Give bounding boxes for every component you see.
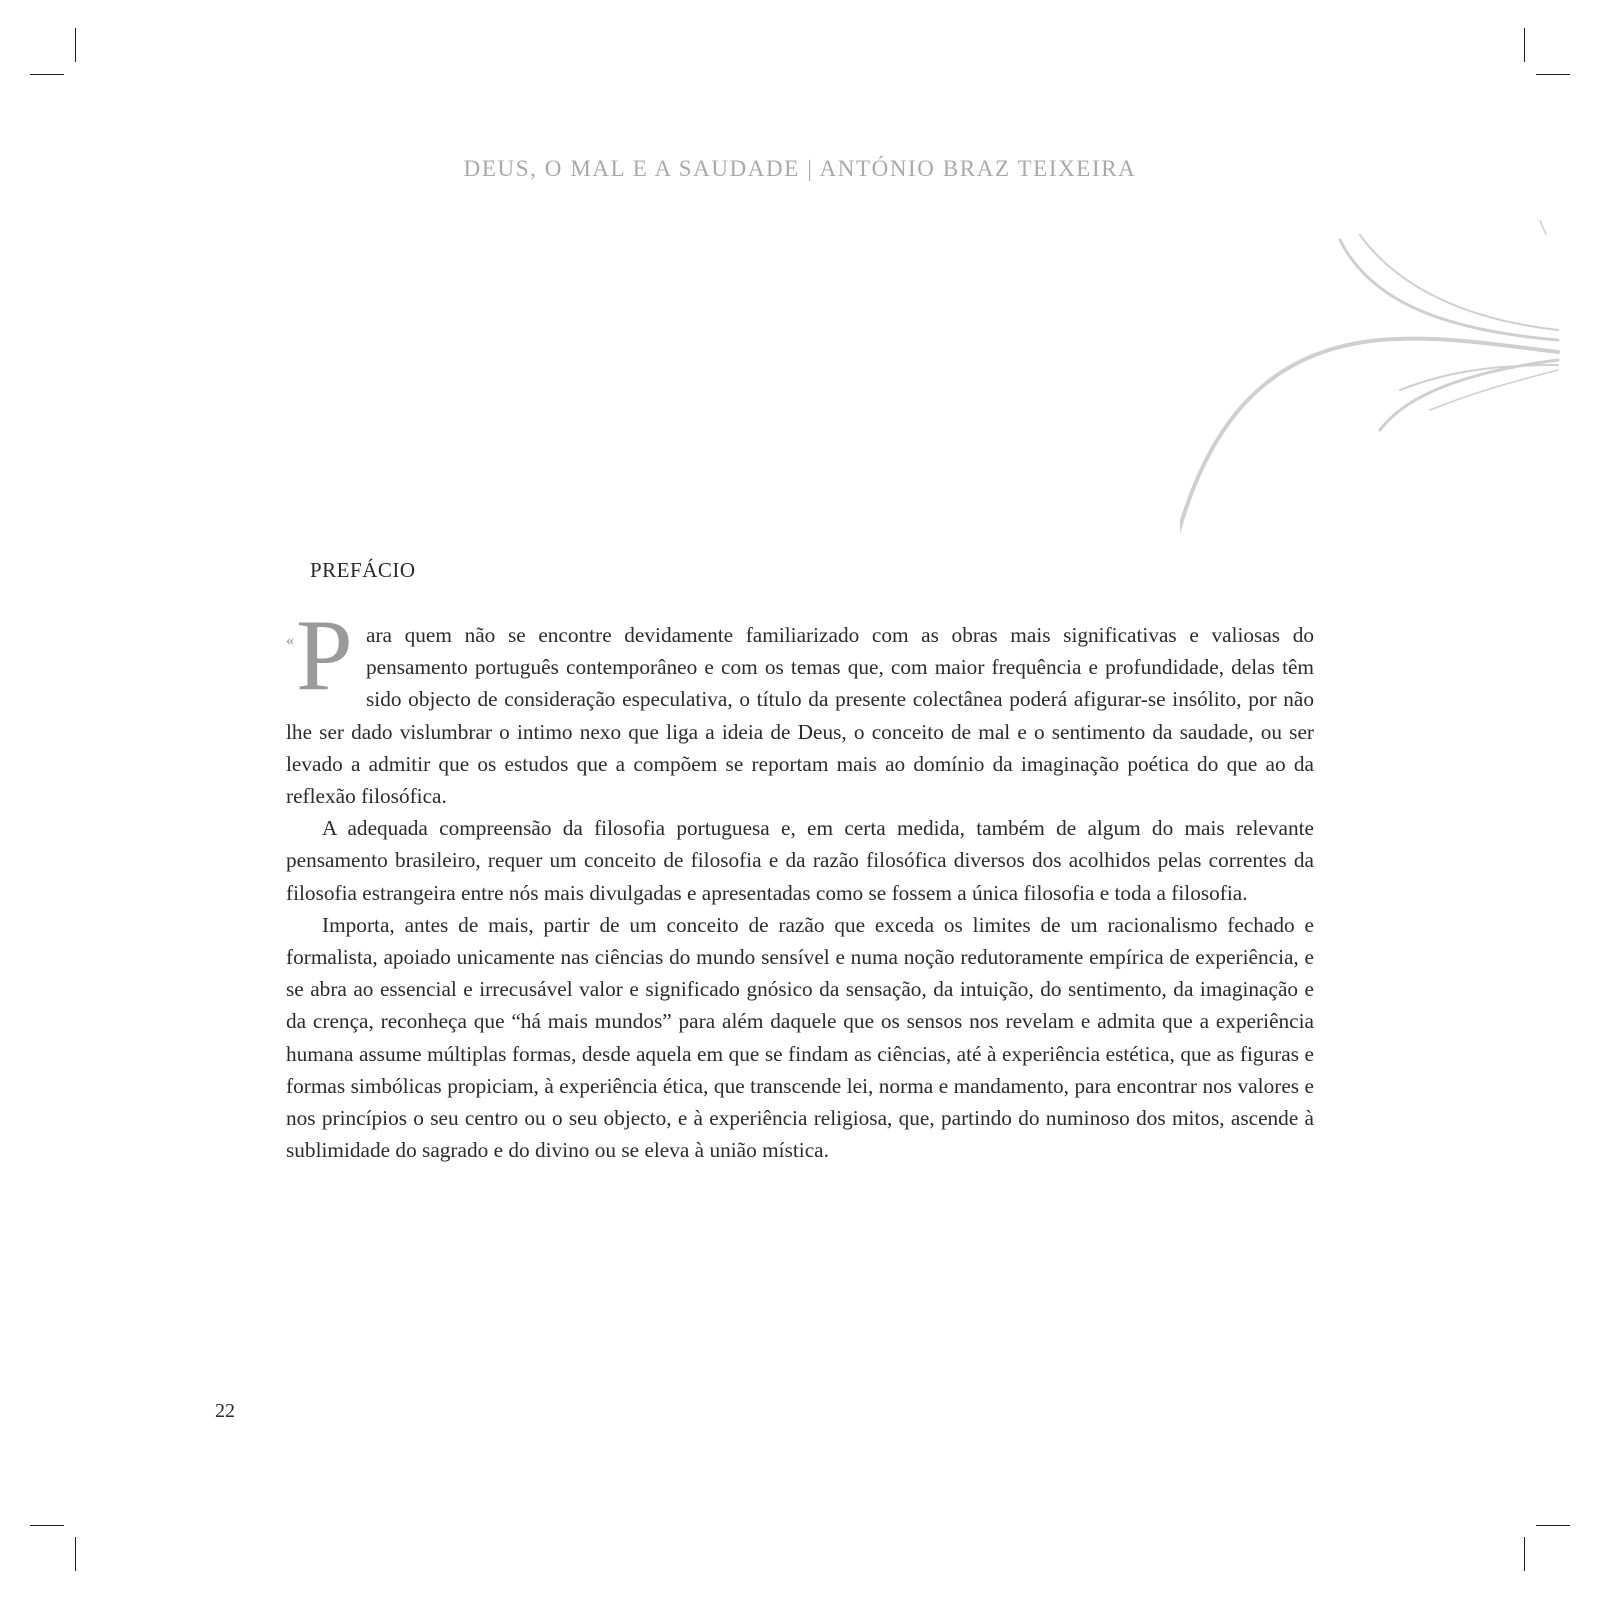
body-text	[286, 599, 1314, 1166]
drop-cap-letter: P	[296, 599, 353, 712]
drop-cap-block	[286, 599, 364, 712]
running-header	[0, 156, 1600, 182]
decorative-swirl-ornament	[1180, 220, 1560, 540]
crop-mark-bottom-left-h	[30, 1525, 64, 1526]
section-title: PREFÁCIO	[310, 558, 416, 582]
opening-guillemet: «	[286, 632, 294, 649]
crop-mark-top-right-h	[1536, 74, 1570, 75]
page-number: 22	[215, 1400, 235, 1422]
paragraph-1-text: ara quem não se encontre devidamente familiarizado com as obras mais significativas e valiosas do pensamento português contemporâneo e com os temas que, com maior frequência e profundidade, delas têm sido objecto de consideração especulativa, o título da presente colectânea poderá afigurar-se insólito, por não lhe ser dado vislumbrar o intimo nexo que liga a ideia de Deus, o conceito de mal e o sentimento da saudade, ou ser levado a admitir que os estudos que a compõem se reportam mais ao domínio da imaginação poética do que ao da reflexão filosófica.	[286, 623, 1314, 809]
paragraph-3: Importa, antes de mais, partir de um conceito de razão que exceda os limites de um racionalismo fechado e formalista, apoiado unicamente nas ciências do mundo sensível e numa noção redutoramente empírica de experiência, e se abra ao essencial e irrecusável valor e significado gnósico da sensação, da intuição, do sentimento, da imaginação e da crença, reconheça que “há mais mundos” para além daquele que os sensos nos revelam e admita que a experiência humana assume múltiplas formas, desde aquela em que se findam as ciências, até à experiência estética, que as figuras e formas simbólicas propiciam, à experiência ética, que transcende lei, norma e mandamento, para encontrar nos valores e nos princípios o seu centro ou o seu objecto, e à experiência religiosa, que, partindo do numinoso dos mitos, ascende à sublimidade do sagrado e do divino ou se eleva à união mística.	[286, 912, 1314, 1163]
book-title: DEUS, O MAL E A SAUDADE	[463, 156, 800, 181]
crop-mark-bottom-left-v	[75, 1537, 76, 1571]
crop-mark-top-left-h	[30, 74, 64, 75]
crop-mark-bottom-right-h	[1536, 1525, 1570, 1526]
author-name: ANTÓNIO BRAZ TEIXEIRA	[819, 156, 1137, 181]
crop-mark-top-left-v	[75, 28, 76, 62]
paragraph-2: A adequada compreensão da filosofia portuguesa e, em certa medida, também de algum do mais relevante pensamento brasileiro, requer um conceito de filosofia e da razão filosófica diversos dos acolhidos pelas correntes da filosofia estrangeira entre nós mais divulgadas e apresentadas como se fossem a única filosofia e toda a filosofia.	[286, 816, 1314, 905]
crop-mark-bottom-right-v	[1524, 1537, 1525, 1571]
header-separator: |	[807, 156, 814, 181]
crop-mark-top-right-v	[1524, 28, 1525, 62]
paragraph-1	[286, 599, 1314, 812]
